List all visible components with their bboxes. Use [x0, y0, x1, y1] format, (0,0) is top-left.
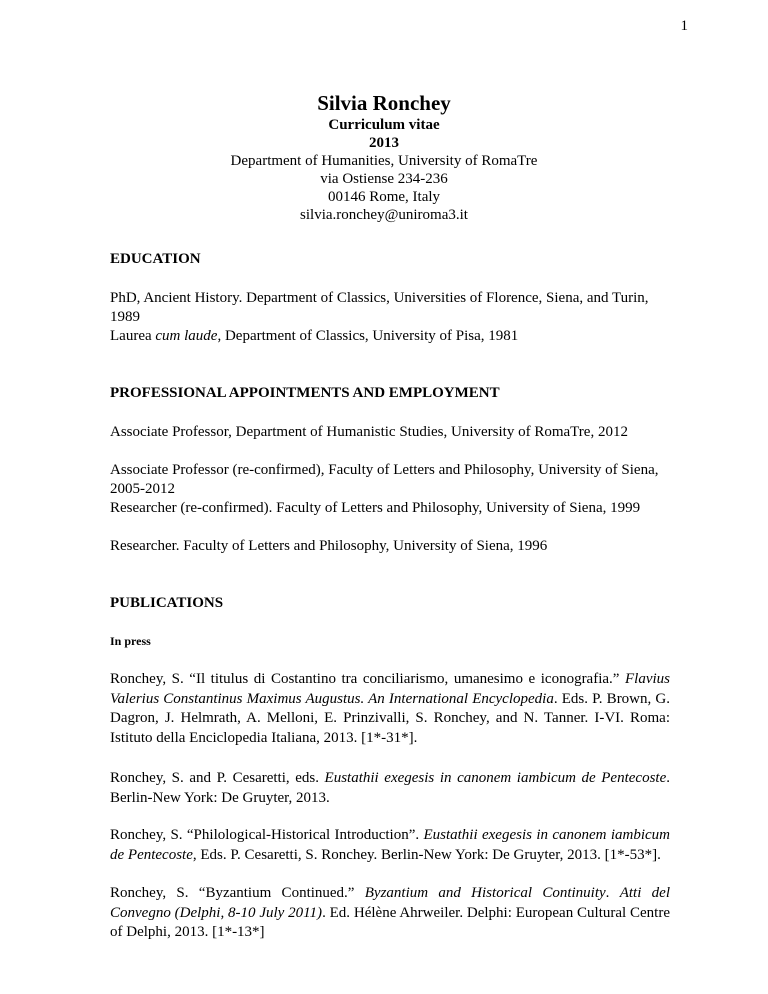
pub-conference: Atti del Convegno (Delphi, 8-10 July 2011) [110, 885, 670, 921]
author-name: Silvia Ronchey [317, 91, 451, 115]
department-line: Department of Humanities, University of RomaTre [230, 153, 538, 169]
pub-title: Flavius Valerius Constantinus Maximus Augustus. An International Encyclopedia [110, 671, 670, 707]
document-year: 2013 [369, 135, 399, 151]
pub-text: . [605, 885, 620, 901]
page-number: 1 [680, 18, 688, 34]
pub-title: Eustathii exegesis in canonem iambicum de Pentecoste [110, 827, 670, 863]
pub-text: Ronchey, S. and P. Cesaretti, eds. [110, 770, 325, 786]
publications-heading: PUBLICATIONS [110, 595, 224, 611]
city-line: 00146 Rome, Italy [327, 189, 441, 205]
education-heading: EDUCATION [110, 251, 201, 267]
laurea-prefix: Laurea [110, 328, 156, 344]
publication-entry [110, 769, 670, 808]
pub-text: . Berlin-New York: De Gruyter, 2013. [110, 770, 670, 806]
laurea-honor: cum laude [155, 328, 218, 344]
pub-text: Ronchey, S. “Byzantium Continued.” [110, 885, 365, 901]
education-phd: PhD, Ancient History. Department of Classics, Universities of Florence, Siena, and Turin, 1989 [110, 290, 649, 325]
appointments-heading: PROFESSIONAL APPOINTMENTS AND EMPLOYMENT [110, 385, 500, 401]
in-press-subheading: In press [110, 634, 151, 648]
pub-text: , Eds. P. Cesaretti, S. Ronchey. Berlin-New York: De Gruyter, 2013. [1*-53*]. [192, 846, 661, 863]
publication-entry [110, 884, 670, 943]
education-laurea [110, 327, 670, 346]
cv-header [0, 90, 768, 224]
pub-text: . Eds. P. Brown, G. Dagron, J. Helmrath, A. Melloni, E. Prinzivalli, S. Ronchey, and N. Tanner. I-VI. Roma: Istituto della Enciclopedia Italiana, 2013. [1*-31*]. [110, 690, 670, 746]
laurea-suffix: , Department of Classics, University of Pisa, 1981 [217, 328, 519, 344]
pub-title: Eustathii exegesis in canonem iambicum de Pentecoste [324, 770, 667, 786]
document-type: Curriculum vitae [328, 117, 440, 133]
pub-text: Ronchey, S. “Philological-Historical Introduction”. [110, 827, 424, 843]
email-line: silvia.ronchey@uniroma3.it [300, 207, 468, 223]
publication-entry [110, 826, 670, 865]
appointment-item: Associate Professor, Department of Humanistic Studies, University of RomaTre, 2012 [110, 424, 628, 440]
publication-entry [110, 670, 670, 748]
appointment-item: Associate Professor (re-confirmed), Faculty of Letters and Philosophy, University of Siena, 2005-2012 [110, 462, 659, 497]
pub-text: Ronchey, S. “Il titulus di Costantino tra conciliarismo, umanesimo e iconografia.” [110, 671, 625, 687]
appointment-item: Researcher. Faculty of Letters and Philosophy, University of Siena, 1996 [110, 538, 548, 554]
street-line: via Ostiense 234-236 [320, 171, 448, 187]
appointment-item: Researcher (re-confirmed). Faculty of Letters and Philosophy, University of Siena, 1999 [110, 500, 641, 516]
pub-title: Byzantium and Historical Continuity [364, 885, 606, 901]
pub-text: . Ed. Hélène Ahrweiler. Delphi: European Cultural Centre of Delphi, 2013. [1*-13*] [110, 904, 670, 940]
